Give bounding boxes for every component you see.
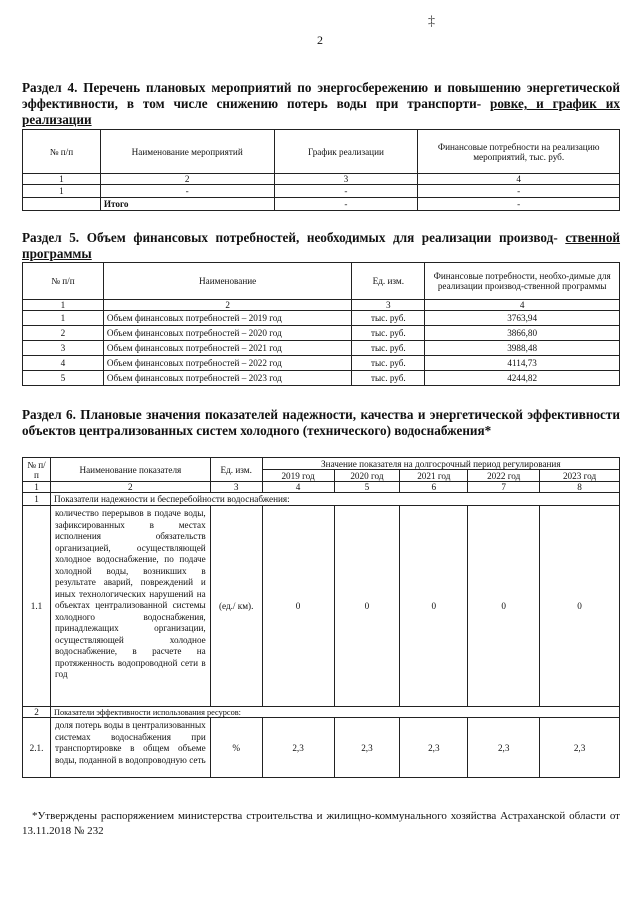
s5-row-num: 5 [23,371,104,386]
s6-row11-unit: (ед./ км). [210,506,262,707]
s5-colnum: 4 [425,300,620,311]
s6-colnum: 7 [468,482,540,493]
s6-row21-value: 2,3 [540,718,620,778]
s5-row-name: Объем финансовых потребностей – 2021 год [103,341,352,356]
s4-header-finance: Финансовые потребности на реализацию мероприятий, тыс. руб. [418,130,620,174]
s5-row-unit: тыс. руб. [352,341,425,356]
s6-row11-num: 1.1 [23,506,51,707]
s5-colnum: 2 [103,300,352,311]
s6-row21-text: доля потерь воды в централизованных системах водоснабжения при транспортировке в общем объеме воды, поданной в водопроводную сеть [50,718,210,778]
table-row [23,326,620,341]
s4-row-name: - [100,185,274,198]
s6-row21-unit: % [210,718,262,778]
table-row [23,506,620,707]
section5-title-tail: ственной программы [22,230,621,261]
s6-colnum: 5 [334,482,400,493]
s5-colnum: 1 [23,300,104,311]
s5-row-unit: тыс. руб. [352,371,425,386]
s5-row-unit: тыс. руб. [352,356,425,371]
s6-group2-label: Показатели эффективности использования ресурсов: [50,707,619,718]
s5-row-name: Объем финансовых потребностей – 2020 год [103,326,352,341]
s5-row-num: 2 [23,326,104,341]
s4-colnum: 3 [274,174,418,185]
s5-row-value: 3866,80 [425,326,620,341]
s5-header-finance: Финансовые потребности, необхо-димые для реализации производ-ственной программы [425,263,620,300]
s6-row21-value: 2,3 [262,718,334,778]
table-row [23,356,620,371]
s6-colnum: 6 [400,482,468,493]
s6-row11-value: 0 [468,506,540,707]
corner-mark: ‡ [428,14,435,29]
s6-group2-num: 2 [23,707,51,718]
s4-header-schedule: График реализации [274,130,418,174]
s5-row-value: 3988,48 [425,341,620,356]
page-number: 2 [317,33,323,47]
s6-row11-value: 0 [540,506,620,707]
section5-title-main: Раздел 5. Объем финансовых потребностей, необходимых для реализации производ- [22,230,558,245]
s6-row11-value: 0 [400,506,468,707]
table-row [23,341,620,356]
s6-row21-value: 2,3 [400,718,468,778]
section4-title-tail: ровке, и график их реализации [22,96,620,127]
s4-colnum: 4 [418,174,620,185]
s4-row-num: 1 [23,185,101,198]
s4-header-num: № п/п [23,130,101,174]
s5-row-unit: тыс. руб. [352,311,425,326]
s6-colnum: 4 [262,482,334,493]
table-row [23,371,620,386]
section4-title [22,80,620,128]
s4-colnum: 1 [23,174,101,185]
s4-colnum: 2 [100,174,274,185]
footnote: *Утверждены распоряжением министерства строительства и жилищно-коммунального хозяйства Астраханской области от 13.11.2018 № 232 [22,810,620,837]
s5-row-num: 4 [23,356,104,371]
s5-row-value: 3763,94 [425,311,620,326]
s6-colnum: 1 [23,482,51,493]
s6-row21-value: 2,3 [334,718,400,778]
table-row [23,718,620,778]
section5-title [22,230,620,262]
s6-row21-num: 2.1. [23,718,51,778]
s5-colnum: 3 [352,300,425,311]
s5-row-num: 1 [23,311,104,326]
s6-row11-value: 0 [334,506,400,707]
section6-table [22,457,620,778]
table-row [23,311,620,326]
s6-header-unit: Ед. изм. [210,458,262,482]
section4-table [22,129,620,211]
s4-row-schedule: - [274,185,418,198]
s5-row-unit: тыс. руб. [352,326,425,341]
s6-row21-value: 2,3 [468,718,540,778]
s6-year: 2021 год [400,470,468,482]
s4-row-finance: - [418,185,620,198]
s6-year: 2022 год [468,470,540,482]
s6-year: 2020 год [334,470,400,482]
s6-row11-value: 0 [262,506,334,707]
s5-row-name: Объем финансовых потребностей – 2022 год [103,356,352,371]
section4-title-main: Раздел 4. Перечень плановых мероприятий по энергосбережению и повышению энергетической эффективности, в том числе снижению потерь воды при транспорти- [22,80,620,111]
s6-colnum: 3 [210,482,262,493]
s6-group1-num: 1 [23,493,51,506]
s5-header-name: Наименование [103,263,352,300]
s5-header-unit: Ед. изм. [352,263,425,300]
s4-total-label: Итого [100,198,274,211]
s6-year: 2019 год [262,470,334,482]
s6-colnum: 8 [540,482,620,493]
s5-row-value: 4244,82 [425,371,620,386]
s6-group1-label: Показатели надежности и бесперебойности водоснабжения: [50,493,619,506]
section5-table [22,262,620,386]
s5-row-value: 4114,73 [425,356,620,371]
s6-colnum: 2 [50,482,210,493]
s5-header-num: № п/п [23,263,104,300]
s6-header-name: Наименование показателя [50,458,210,482]
s6-row11-text: количество перерывов в подаче воды, зафиксированных в местах исполнения обязательств организацией, осуществляющей холодное водоснабжение, по подаче холодной воды, возникших в результате аварий, повреждений и иных технологических нарушений на объектах централизованной системы холодного водоснабжения, принадлежащих организации, осуществляющей холодное водоснабжение, в расчете на протяженность водопроводной сети в год [50,506,210,707]
section6-title: Раздел 6. Плановые значения показателей надежности, качества и энергетической эффективности объектов централизованных систем холодного (технического) водоснабжения* [22,407,620,438]
s6-header-num: № п/п [23,458,51,482]
s5-row-name: Объем финансовых потребностей – 2019 год [103,311,352,326]
s4-total-schedule: - [274,198,418,211]
s6-year: 2023 год [540,470,620,482]
s5-row-name: Объем финансовых потребностей – 2023 год [103,371,352,386]
s4-total-finance: - [418,198,620,211]
s4-header-name: Наименование мероприятий [100,130,274,174]
s6-header-period: Значение показателя на долгосрочный период регулирования [262,458,619,470]
s5-row-num: 3 [23,341,104,356]
